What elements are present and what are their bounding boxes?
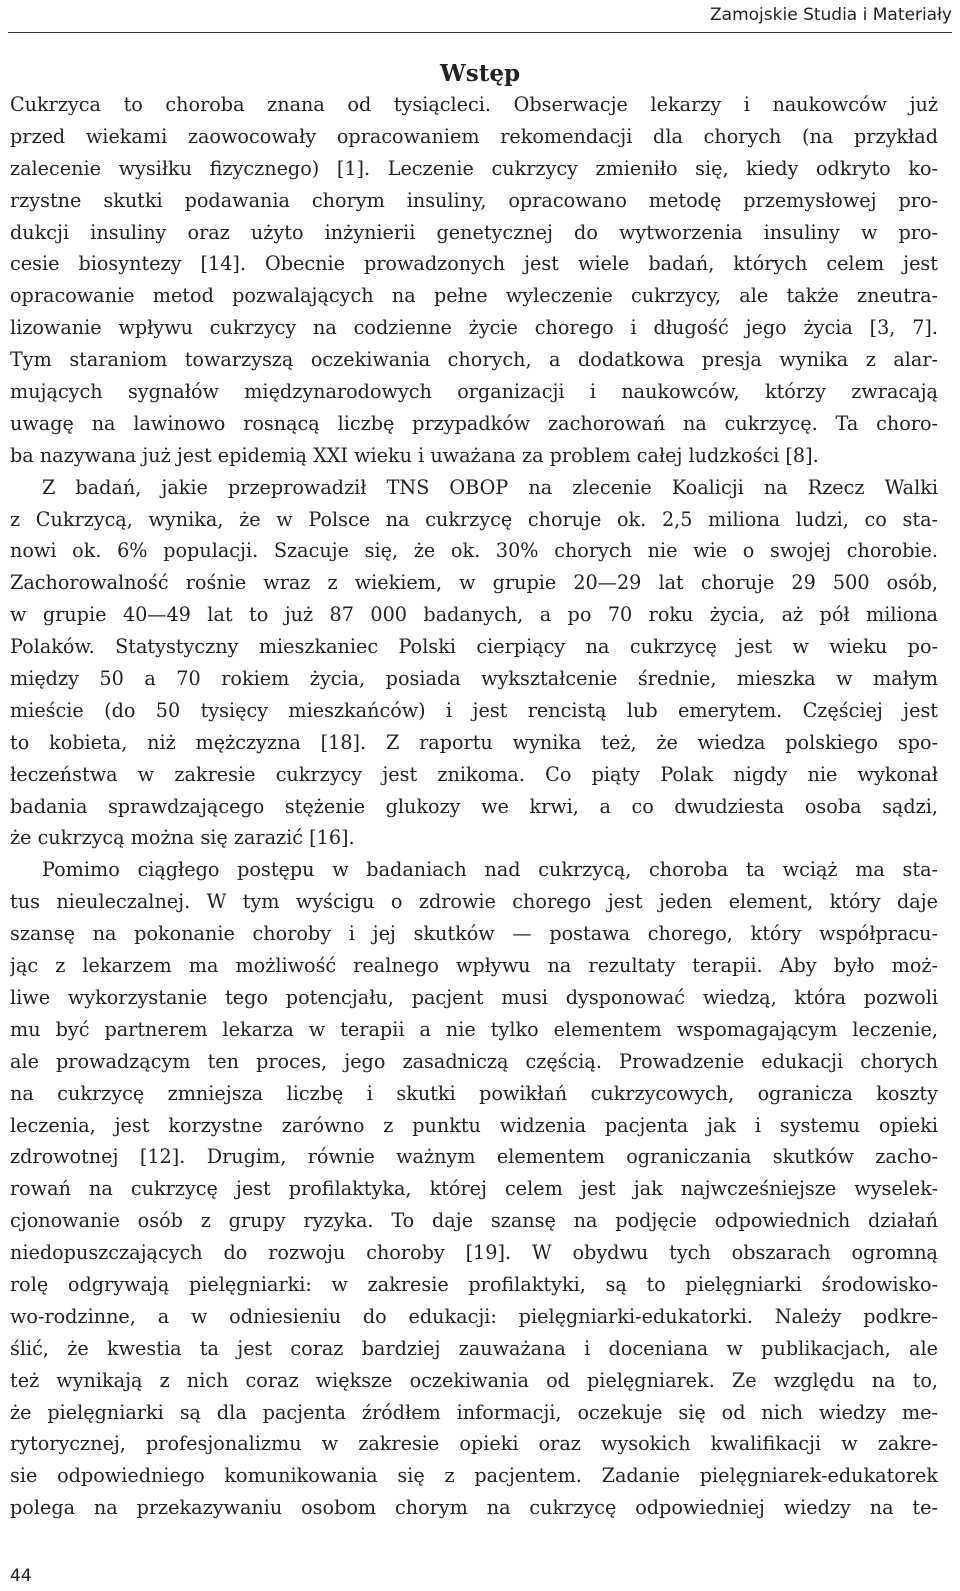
text-line: mujących sygnałów międzynarodowych organizacji i naukowców, którzy zwracają xyxy=(10,380,938,404)
text-line: cesie biosyntezy [14]. Obecnie prowadzonych jest wiele badań, których celem jest xyxy=(10,252,938,276)
text-line: mieście (do 50 tysięcy mieszkańców) i jest rencistą lub emerytem. Częściej jest xyxy=(10,698,938,722)
text-line: leczenia, jest korzystne zarówno z punktu widzenia pacjenta jak i systemu opieki xyxy=(10,1113,938,1137)
text-line: rytorycznej, profesjonalizmu w zakresie opieki oraz wysokich kwalifikacji w zakre- xyxy=(10,1432,938,1456)
text-line: w grupie 40—49 lat to już 87 000 badanych, a po 70 roku życia, aż pół miliona xyxy=(10,603,938,627)
text-line: zdrowotnej [12]. Drugim, równie ważnym elementem ograniczania skutków zacho- xyxy=(10,1145,938,1169)
text-line: że cukrzycą można się zarazić [16]. xyxy=(10,826,355,850)
text-line: ślić, że kwestia ta jest coraz bardziej zauważana i doceniana w publikacjach, ale xyxy=(10,1336,938,1360)
text-line: cjonowanie osób z grupy ryzyka. To daje szansę na podjęcie odpowiednich działań xyxy=(10,1209,938,1233)
running-head xyxy=(8,0,952,33)
text-line: Zachorowalność rośnie wraz z wiekiem, w grupie 20—29 lat choruje 29 500 osób, xyxy=(10,571,938,595)
text-line: uwagę na lawinowo rosnącą liczbę przypadków zachorowań na cukrzycę. Ta choro- xyxy=(10,411,938,435)
text-line: mu być partnerem lekarza w terapii a nie tylko elementem wspomagającym leczenie, xyxy=(10,1017,938,1041)
text-line: dukcji insuliny oraz użyto inżynierii genetycznej do wytworzenia insuliny w pro- xyxy=(10,220,938,244)
text-line: Tym staraniom towarzyszą oczekiwania chorych, a dodatkowa presja wynika z alar- xyxy=(10,348,938,372)
text-line: to kobieta, niż mężczyzna [18]. Z raportu wynika też, że wiedza polskiego spo- xyxy=(10,730,938,754)
text-line: ale prowadzącym ten proces, jego zasadniczą częścią. Prowadzenie edukacji chorych xyxy=(10,1049,938,1073)
running-head-title: Zamojskie Studia i Materiały xyxy=(710,5,952,25)
text-line: zalecenie wysiłku fizycznego) [1]. Leczenie cukrzycy zmieniło się, kiedy odkryto ko- xyxy=(10,156,938,180)
text-line: opracowanie metod pozwalających na pełne wyleczenie cukrzycy, ale także zneutra- xyxy=(10,284,938,308)
text-line: ba nazywana już jest epidemią XXI wieku i uważana za problem całej ludzkości [8]. xyxy=(10,443,819,467)
paragraph xyxy=(10,854,938,1524)
text-line: badania sprawdzającego stężenie glukozy we krwi, a co dwudziesta osoba sądzi, xyxy=(10,794,938,818)
text-line: szansę na pokonanie choroby i jej skutków — postawa chorego, który współpracu- xyxy=(10,922,938,946)
text-line: łeczeństwa w zakresie cukrzycy jest znikoma. Co piąty Polak nigdy nie wykonał xyxy=(10,762,938,786)
paragraph xyxy=(10,472,938,855)
text-line: między 50 a 70 rokiem życia, posiada wykształcenie średnie, mieszka w małym xyxy=(10,667,938,691)
text-line: przed wiekami zaowocowały opracowaniem rekomendacji dla chorych (na przykład xyxy=(10,124,938,148)
text-line: sie odpowiedniego komunikowania się z pacjentem. Zadanie pielęgniarek-edukatorek xyxy=(10,1464,938,1488)
text-line: też wynikają z nich coraz większe oczekiwania od pielęgniarek. Ze względu na to, xyxy=(10,1368,938,1392)
paragraph xyxy=(10,89,938,472)
text-line: że pielęgniarki są dla pacjenta źródłem informacji, oczekuje się od nich wiedzy me- xyxy=(10,1400,938,1424)
text-line: tus nieuleczalnej. W tym wyścigu o zdrowie chorego jest jeden element, który daje xyxy=(10,890,938,914)
text-line: rowań na cukrzycę jest profilaktyka, której celem jest jak najwcześniejsze wyselek- xyxy=(10,1177,938,1201)
text-line: jąc z lekarzem ma możliwość realnego wpływu na rezultaty terapii. Aby było moż- xyxy=(10,954,938,978)
body-text xyxy=(10,89,938,1524)
text-line: polega na przekazywaniu osobom chorym na cukrzycę odpowiedniej wiedzy na te- xyxy=(10,1496,938,1520)
text-line: lizowanie wpływu cukrzycy na codzienne życie chorego i długość jego życia [3, 7]. xyxy=(10,316,938,340)
text-line: wo-rodzinne, a w odniesieniu do edukacji: pielęgniarki-edukatorki. Należy podkre- xyxy=(10,1304,938,1328)
page-number: 44 xyxy=(10,1566,32,1586)
text-line: z Cukrzycą, wynika, że w Polsce na cukrzycę choruje ok. 2,5 miliona ludzi, co sta- xyxy=(10,507,938,531)
text-line: Cukrzyca to choroba znana od tysiącleci. Obserwacje lekarzy i naukowców już xyxy=(10,93,938,116)
text-line: niedopuszczających do rozwoju choroby [19]. W obydwu tych obszarach ogromną xyxy=(10,1241,938,1265)
text-line: liwe wykorzystanie tego potencjału, pacjent musi dysponować wiedzą, która pozwoli xyxy=(10,985,938,1009)
text-line: Polaków. Statystyczny mieszkaniec Polski cierpiący na cukrzycę jest w wieku po- xyxy=(10,635,938,659)
section-title: Wstęp xyxy=(439,60,521,87)
text-line: na cukrzycę zmniejsza liczbę i skutki powikłań cukrzycowych, ogranicza koszty xyxy=(10,1081,938,1105)
text-line: rzystne skutki podawania chorym insuliny, opracowano metodę przemysłowej pro- xyxy=(10,188,938,212)
text-line: Z badań, jakie przeprowadził TNS OBOP na zlecenie Koalicji na Rzecz Walki xyxy=(42,475,938,499)
text-line: nowi ok. 6% populacji. Szacuje się, że ok. 30% chorych nie wie o swojej chorobie. xyxy=(10,539,938,563)
text-line: Pomimo ciągłego postępu w badaniach nad cukrzycą, choroba ta wciąż ma sta- xyxy=(42,858,938,882)
text-line: rolę odgrywają pielęgniarki: w zakresie profilaktyki, są to pielęgniarki środowisko- xyxy=(10,1272,938,1296)
